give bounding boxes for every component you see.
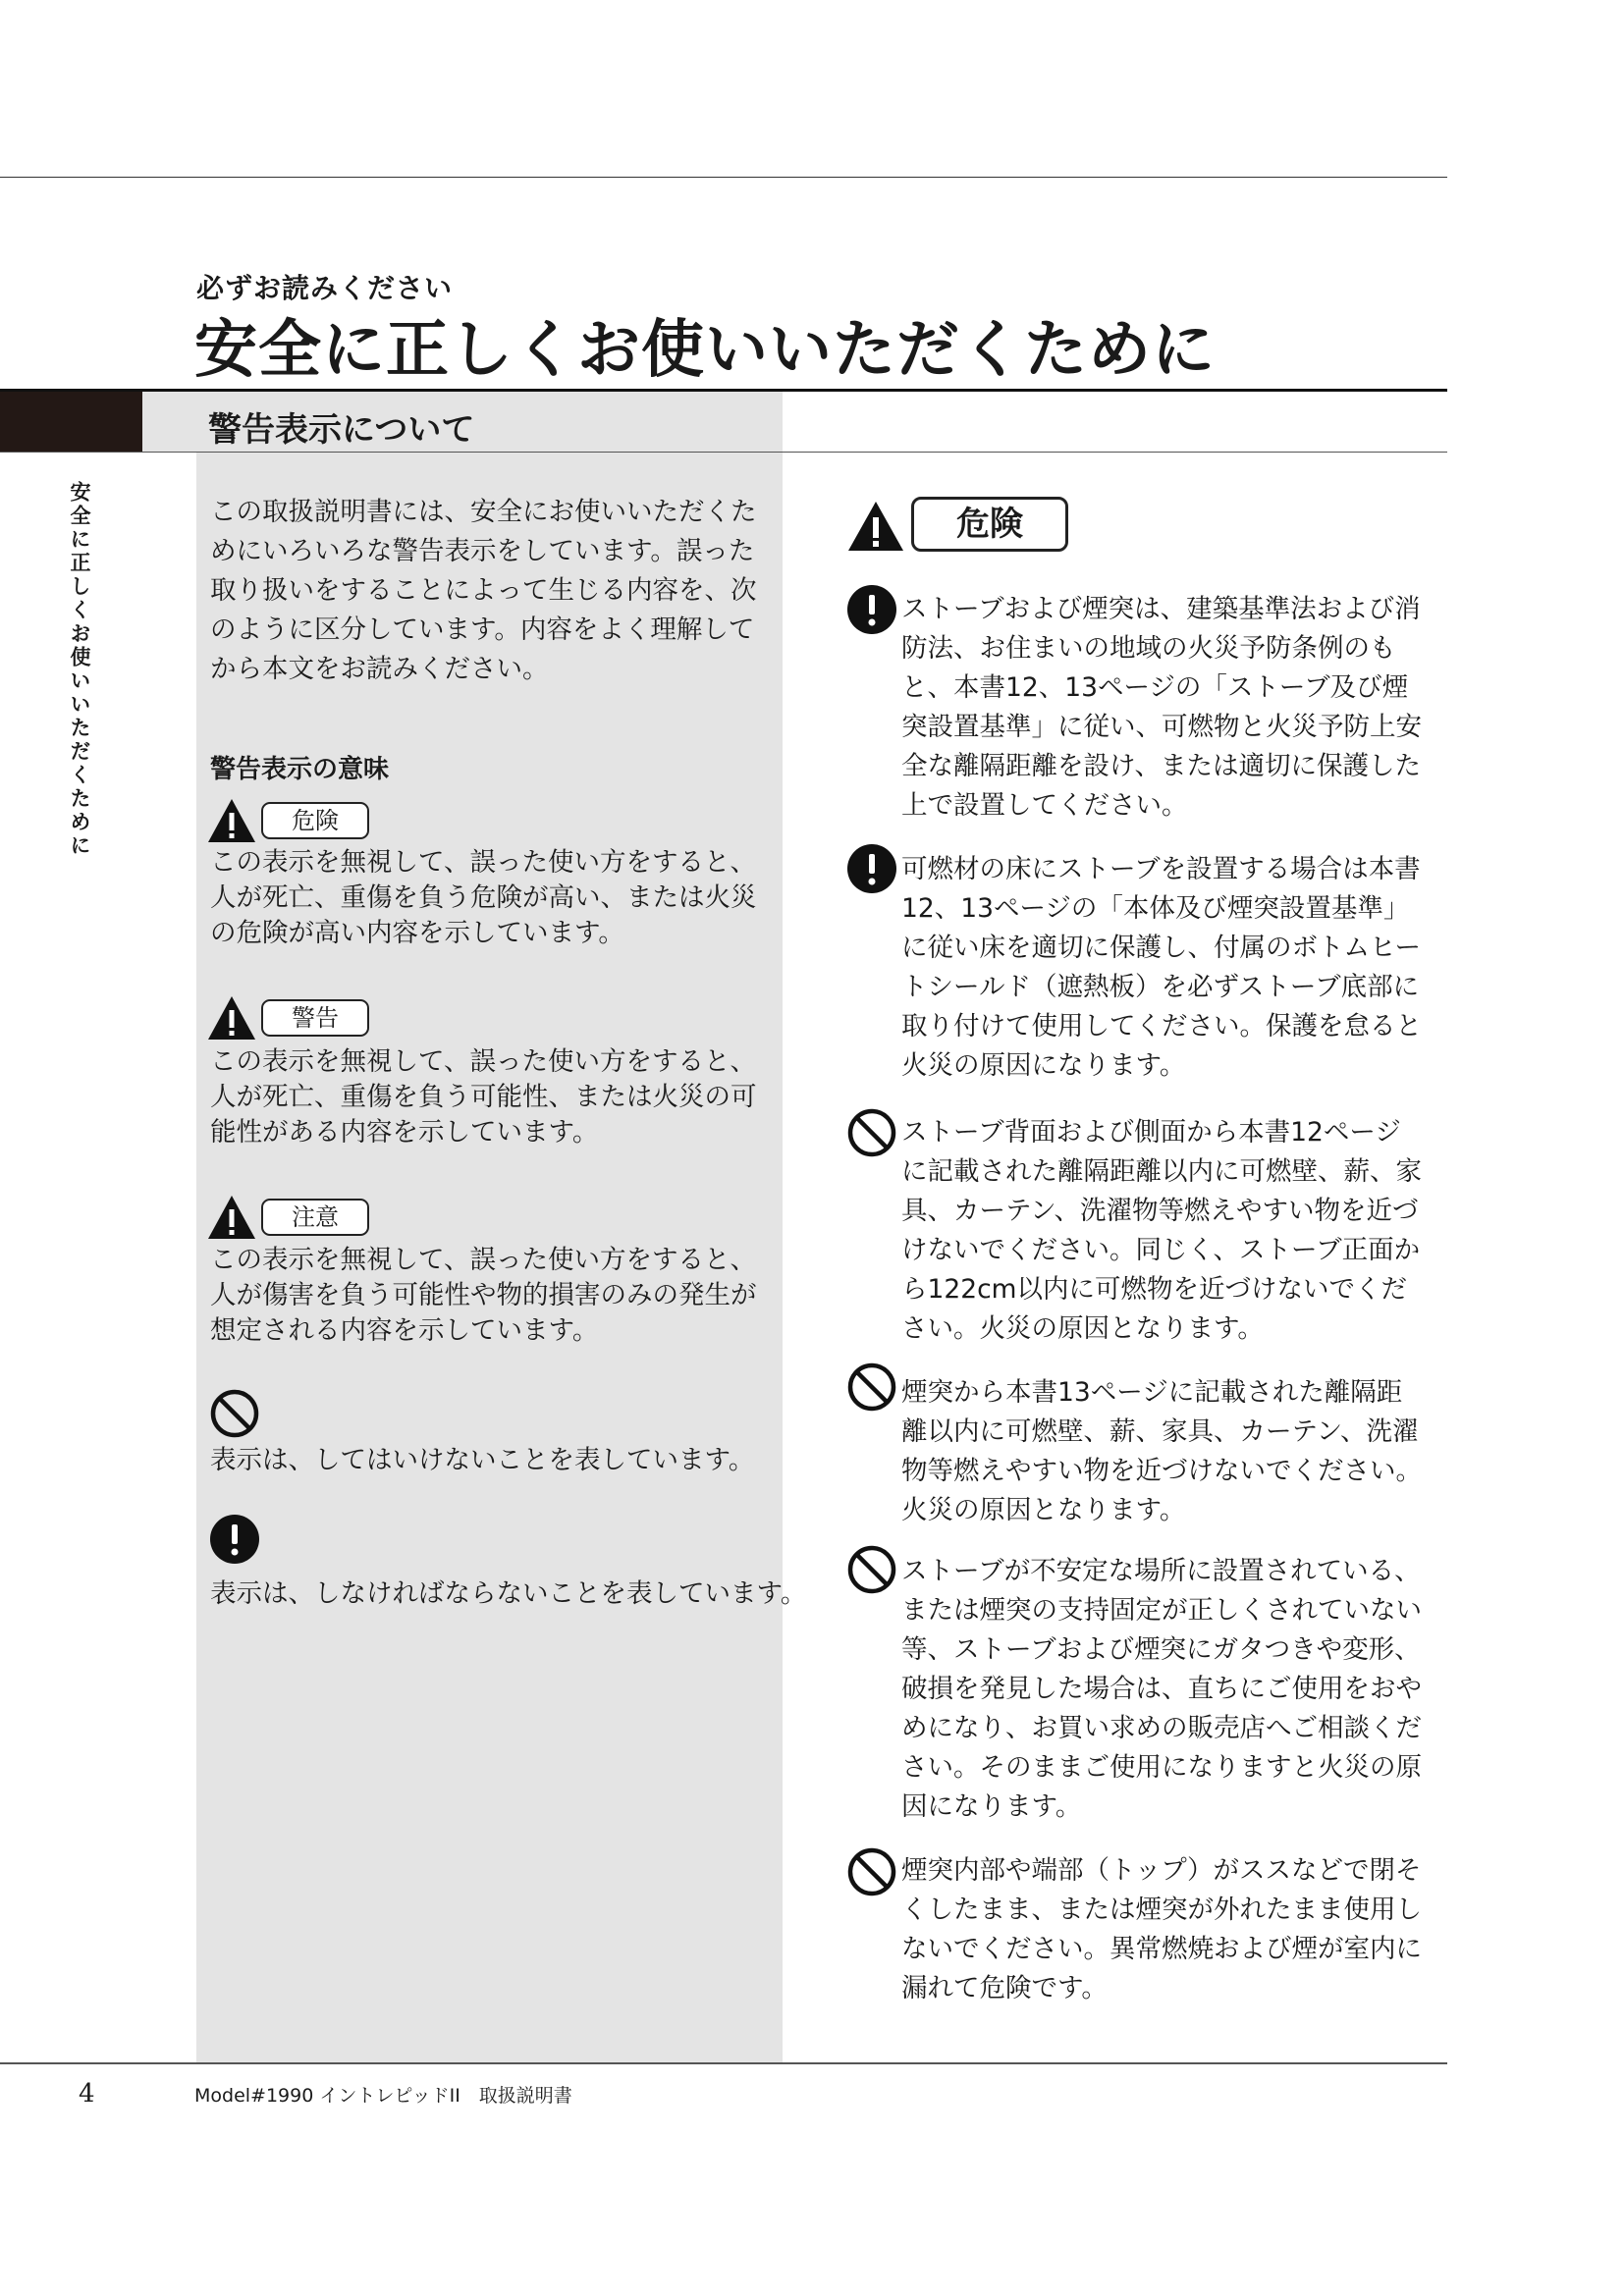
item-line: 取り付けて使用してください。保護を怠ると: [901, 1011, 1422, 1041]
desc-line: この表示を無視して、誤った使い方をすると、: [210, 1046, 756, 1077]
item-line: 漏れて危険です。: [901, 1973, 1108, 2003]
item-line: ないでください。異常燃焼および煙が室内に: [901, 1934, 1422, 1964]
intro-line: 取り扱いをすることによって生じる内容を、次: [210, 575, 757, 606]
kicker-text: 必ずお読みください: [196, 272, 454, 304]
intro-line: めにいろいろな警告表示をしています。誤った: [210, 536, 755, 566]
heading-marker-block: [0, 392, 142, 452]
item-line: トシールド（遮熱板）を必ずストーブ底部に: [901, 972, 1420, 1002]
prohibit-icon: [209, 1388, 260, 1439]
item-line: さい。そのままご使用になりますと火災の原: [901, 1752, 1422, 1783]
desc-line: 人が死亡、重傷を負う危険が高い、または火災: [210, 882, 757, 913]
item-line: 煙突内部や端部（トップ）がススなどで閉そ: [901, 1855, 1422, 1886]
item-line: 火災の原因となります。: [901, 1495, 1186, 1525]
signal-danger: [206, 797, 369, 844]
item-line: 破損を発見した場合は、直ちにご使用をおや: [901, 1674, 1422, 1704]
signal-warning: [206, 994, 369, 1041]
item-line: と、本書12、13ページの「ストーブ及び煙: [901, 672, 1409, 703]
intro-paragraph: [210, 493, 757, 689]
item-line: に従い床を適切に保護し、付属のボトムヒー: [901, 933, 1421, 963]
desc-line: 能性がある内容を示しています。: [210, 1117, 599, 1148]
item-line: または煙突の支持固定が正しくされていない: [901, 1595, 1422, 1626]
item-line: 具、カーテン、洗濯物等燃えやすい物を近づ: [901, 1196, 1419, 1226]
item-line: くしたまま、または煙突が外れたまま使用し: [901, 1895, 1422, 1925]
danger-item: [901, 1552, 1422, 1827]
warning-triangle-icon: [206, 797, 257, 844]
item-line: 上で設置してください。: [901, 790, 1188, 821]
item-line: 離以内に可燃壁、薪、家具、カーテン、洗濯: [901, 1416, 1419, 1447]
desc-line: の危険が高い内容を示しています。: [210, 918, 624, 948]
side-index-tab: 安全に正しくお使いいただくために: [68, 481, 92, 858]
item-line: ストーブおよび煙突は、建築基準法および消: [901, 594, 1421, 624]
prohibit-icon: [846, 1107, 897, 1158]
signal-caution: [206, 1194, 369, 1241]
warning-triangle-icon: [206, 1194, 257, 1241]
desc-line: 人が死亡、重傷を負う可能性、または火災の可: [210, 1082, 757, 1112]
signal-caution-desc: [210, 1243, 757, 1349]
item-line: 可燃材の床にストーブを設置する場合は本書: [901, 854, 1421, 884]
item-line: さい。火災の原因となります。: [901, 1313, 1264, 1344]
danger-label: 危険: [911, 497, 1068, 552]
intro-line: のように区分しています。内容をよく理解して: [210, 614, 755, 645]
warning-triangle-icon: [206, 994, 257, 1041]
signal-label: 危険: [261, 802, 369, 839]
section-heading: 警告表示について: [208, 410, 475, 450]
item-line: 等、ストーブおよび煙突にガタつきや変形、: [901, 1634, 1421, 1665]
meaning-heading: 警告表示の意味: [210, 755, 390, 784]
prohibit-icon: [846, 1846, 897, 1897]
item-line: 12、13ページの「本体及び煙突設置基準」: [901, 893, 1410, 924]
mandatory-icon: [209, 1514, 260, 1565]
item-line: 因になります。: [901, 1791, 1082, 1822]
danger-item: [901, 1851, 1422, 2008]
item-line: 火災の原因になります。: [901, 1050, 1186, 1081]
desc-line: 人が傷害を負う可能性や物的損害のみの発生が: [210, 1280, 757, 1310]
intro-line: から本文をお読みください。: [210, 654, 549, 684]
prohibit-legend-text: 表示は、してはいけないことを表しています。: [210, 1445, 755, 1475]
item-line: ら122cm以内に可燃物を近づけないでくだ: [901, 1274, 1407, 1305]
item-line: けないでください。同じく、ストーブ正面か: [901, 1235, 1421, 1265]
desc-line: この表示を無視して、誤った使い方をすると、: [210, 1245, 756, 1275]
item-line: 突設置基準」に従い、可燃物と火災予防上安: [901, 712, 1422, 742]
danger-item: [901, 1113, 1422, 1349]
signal-warning-desc: [210, 1044, 757, 1150]
item-line: ストーブが不安定な場所に設置されている、: [901, 1556, 1421, 1586]
danger-item: [901, 590, 1422, 826]
page-title: 安全に正しくお使いいただくために: [194, 313, 1216, 387]
footer-rule: [0, 2062, 1447, 2064]
mandatory-icon: [846, 584, 897, 635]
item-line: 煙突から本書13ページに記載された離隔距: [901, 1377, 1403, 1408]
danger-item: [901, 850, 1422, 1086]
warning-triangle-icon: [846, 500, 905, 553]
prohibit-icon: [846, 1362, 897, 1413]
desc-line: 想定される内容を示しています。: [210, 1315, 599, 1346]
item-line: 物等燃えやすい物を近づけないでください。: [901, 1456, 1422, 1486]
item-line: めになり、お買い求めの販売店へご相談くだ: [901, 1713, 1422, 1743]
prohibit-icon: [846, 1544, 897, 1595]
item-line: ストーブ背面および側面から本書12ページ: [901, 1117, 1401, 1148]
top-rule: [0, 177, 1447, 178]
intro-line: この取扱説明書には、安全にお使いいただくた: [210, 497, 757, 527]
mandatory-legend-text: 表示は、しなければならないことを表しています。: [210, 1578, 807, 1609]
danger-item: [901, 1373, 1422, 1530]
footer-model-text: Model#1990 イントレピッドII 取扱説明書: [194, 2085, 572, 2107]
mandatory-icon: [846, 843, 897, 894]
signal-label: 注意: [261, 1199, 369, 1236]
desc-line: この表示を無視して、誤った使い方をすると、: [210, 847, 756, 878]
item-line: 全な離隔距離を設け、または適切に保護した: [901, 751, 1421, 781]
signal-danger-desc: [210, 845, 757, 951]
signal-label: 警告: [261, 999, 369, 1037]
item-line: 防法、お住まいの地域の火災予防条例のも: [901, 633, 1396, 664]
page-number: 4: [79, 2079, 95, 2109]
item-line: に記載された離隔距離以内に可燃壁、薪、家: [901, 1156, 1422, 1187]
